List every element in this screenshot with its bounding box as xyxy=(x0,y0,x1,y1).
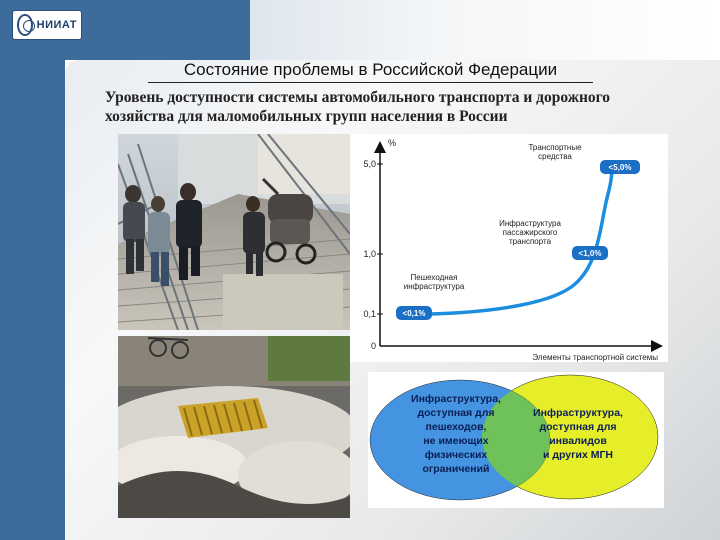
y-tick-label: 0,1 xyxy=(363,309,376,319)
photo-stairs xyxy=(118,134,350,330)
venn-right-line: доступная для xyxy=(539,421,617,433)
y-tick-label: 1,0 xyxy=(363,249,376,259)
venn-right-line: Инфраструктура, xyxy=(533,407,623,419)
annotation-label: Транспортные xyxy=(528,143,582,152)
value-badge-label: <1,0% xyxy=(578,249,602,258)
venn-left-line: не имеющих xyxy=(423,435,489,447)
annotation-label: инфраструктура xyxy=(403,282,465,291)
subtitle-line-2: хозяйства для маломобильных групп населения в России xyxy=(105,108,508,125)
annotation-label: Инфраструктура xyxy=(499,219,561,228)
subtitle-line-1: Уровень доступности системы автомобильного транспорта и дорожного xyxy=(105,89,611,106)
y-axis-label: % xyxy=(388,138,397,148)
logo xyxy=(12,10,82,40)
venn-left-line: физических xyxy=(424,449,488,461)
annotation-label: средства xyxy=(538,152,572,161)
y-tick-label: 0 xyxy=(370,341,376,351)
chart-svg xyxy=(350,134,668,362)
venn-left-line: ограничений xyxy=(422,463,490,475)
snow-photo-image xyxy=(118,336,350,518)
left-band xyxy=(0,0,65,540)
venn-left-line: доступная для xyxy=(417,407,495,419)
annotation-label: пассажирского xyxy=(502,228,558,237)
stairs-photo-image xyxy=(118,134,350,330)
annotation-label: транспорта xyxy=(508,237,552,246)
subtitle xyxy=(105,88,705,126)
logo-emblem-icon xyxy=(17,14,33,36)
venn-diagram xyxy=(368,372,664,508)
venn-svg xyxy=(368,372,664,508)
venn-right-line: инвалидов xyxy=(549,435,607,447)
value-badge-label: <0,1% xyxy=(402,309,426,318)
logo-text: НИИАТ xyxy=(36,19,77,31)
y-tick-label: 5,0 xyxy=(363,159,376,169)
venn-right-line: и других МГН xyxy=(542,449,614,461)
x-axis-label: Элементы транспортной системы xyxy=(532,353,658,362)
annotations xyxy=(396,143,640,320)
top-header-fade xyxy=(250,0,720,60)
venn-left-line: Инфраструктура, xyxy=(411,393,501,405)
venn-left-line: пешеходов, xyxy=(425,421,487,433)
value-badge-label: <5,0% xyxy=(608,163,632,172)
annotation-label: Пешеходная xyxy=(410,273,458,282)
page-title: Состояние проблемы в Российской Федерации xyxy=(148,60,593,83)
accessibility-chart xyxy=(350,134,668,362)
photo-snow-path xyxy=(118,336,350,518)
